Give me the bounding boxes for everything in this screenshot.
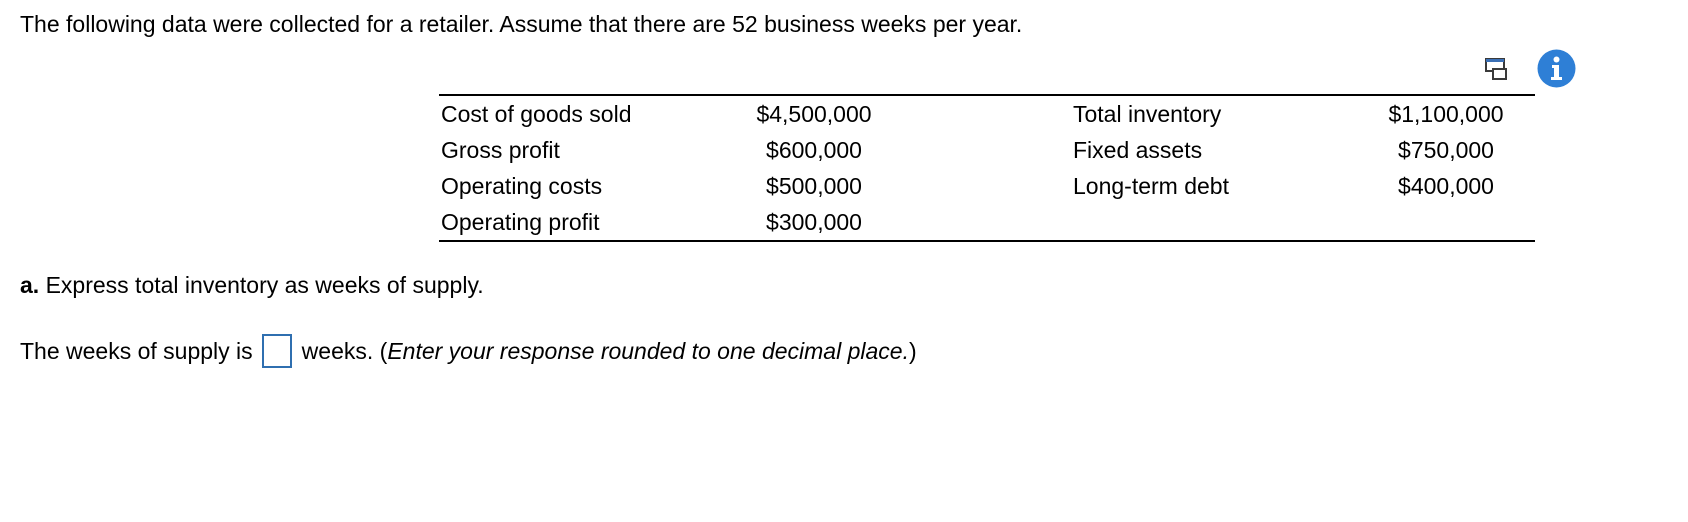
table-label: Fixed assets <box>1073 137 1203 163</box>
table-value: $600,000 <box>766 137 862 163</box>
weeks-of-supply-input[interactable] <box>262 334 292 368</box>
table-value: $400,000 <box>1398 173 1494 199</box>
answer-instruction: Enter your response rounded to one decimal place. <box>387 337 909 364</box>
answer-line <box>20 332 917 370</box>
table-label: Long-term debt <box>1073 173 1229 199</box>
table-value: $500,000 <box>766 173 862 199</box>
table-value: $300,000 <box>766 209 862 235</box>
table-value: $1,100,000 <box>1388 101 1504 127</box>
info-icon[interactable] <box>1536 48 1577 89</box>
table-label: Cost of goods sold <box>441 101 632 127</box>
problem-statement: The following data were collected for a retailer. Assume that there are 52 business weeks per year. <box>20 11 1023 37</box>
financial-data-table <box>439 94 1535 242</box>
table-label: Operating profit <box>441 209 600 235</box>
answer-close-paren: ) <box>908 337 917 364</box>
table-value: $750,000 <box>1398 137 1494 163</box>
answer-suffix-text: weeks. ( <box>301 337 388 364</box>
copy-icon[interactable] <box>1484 56 1510 82</box>
question-part-a <box>20 270 484 300</box>
table-label: Operating costs <box>441 173 603 199</box>
part-a-question: Express total inventory as weeks of supply. <box>39 272 484 298</box>
table-label: Gross profit <box>441 137 560 163</box>
table-value: $4,500,000 <box>756 101 872 127</box>
answer-prefix-text: The weeks of supply is <box>20 337 253 364</box>
part-a-prefix: a. <box>20 272 40 298</box>
table-label: Total inventory <box>1073 101 1222 127</box>
